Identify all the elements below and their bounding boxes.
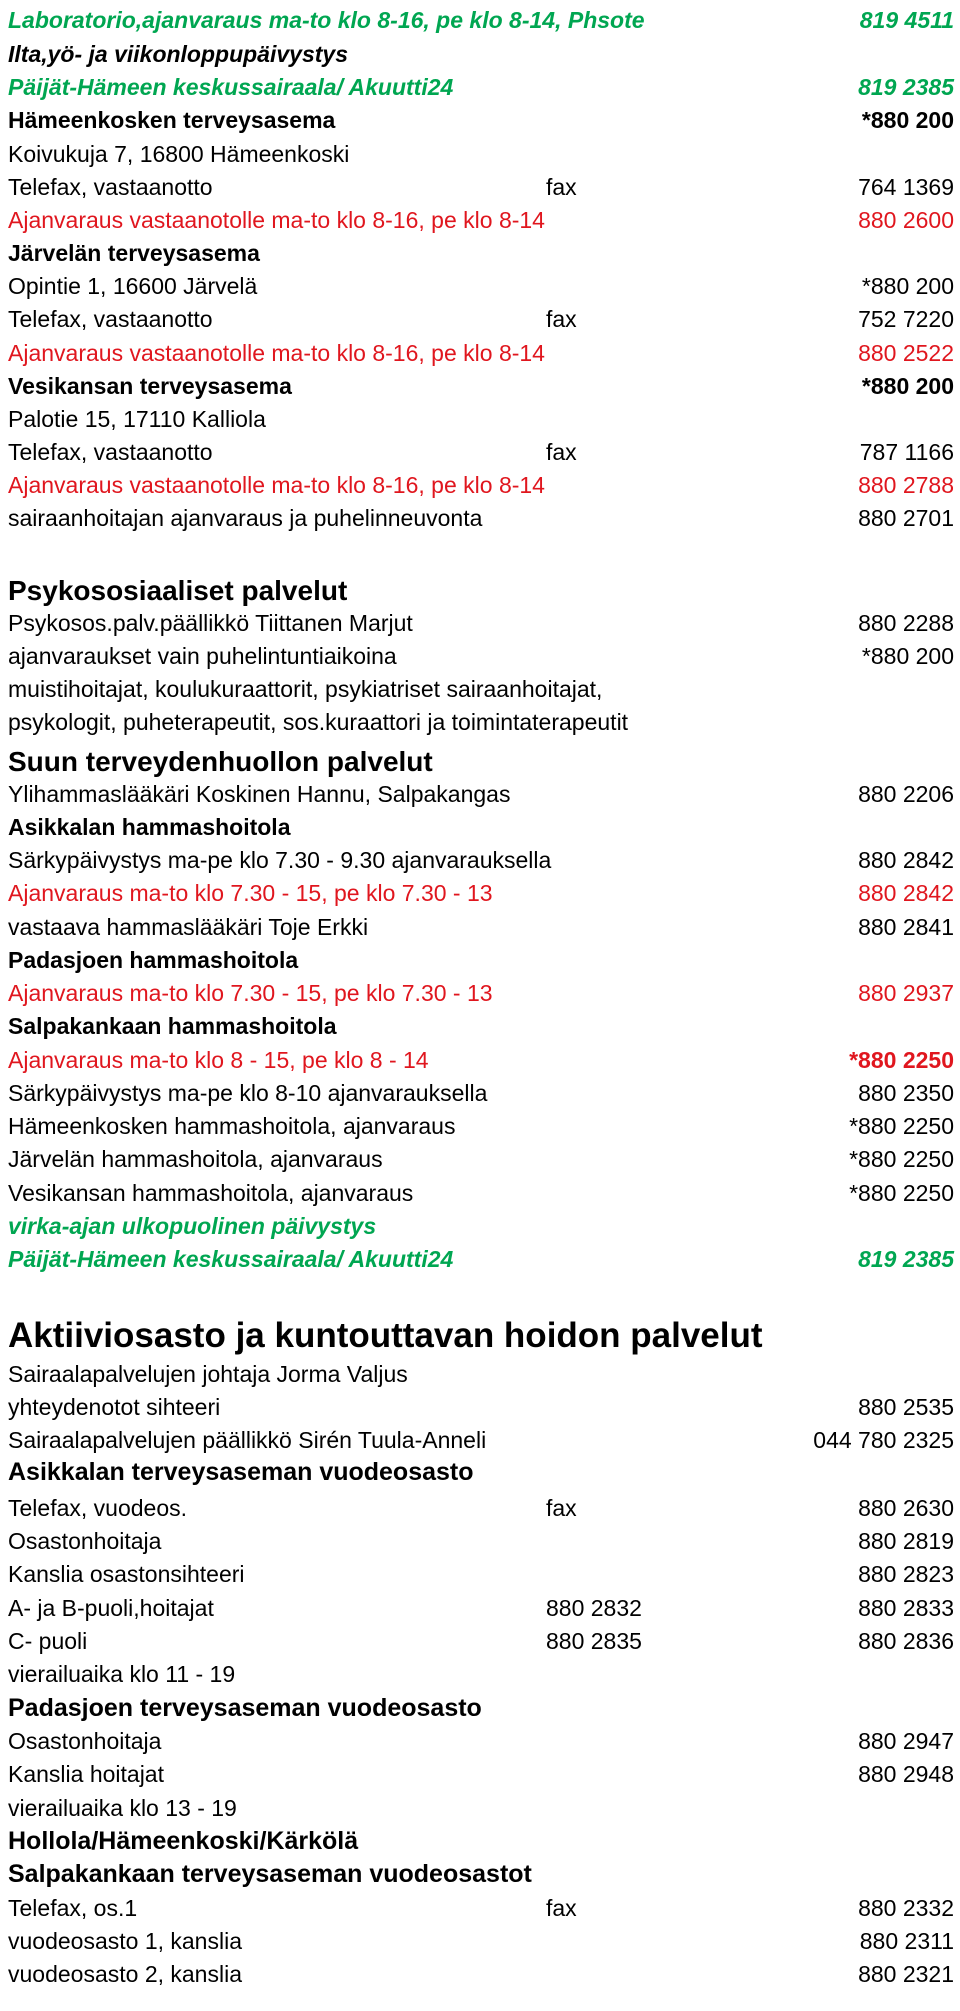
entry-phone: *880 2250 xyxy=(849,1146,954,1172)
entry-phone: 819 4511 xyxy=(859,7,954,33)
entry-label: Telefax, vastaanotto xyxy=(8,174,213,200)
entry-label: Telefax, vastaanotto xyxy=(8,439,213,465)
entry-phone: 880 2288 xyxy=(858,610,954,636)
directory-row xyxy=(0,1456,960,1489)
entry-label: Hämeenkosken hammashoitola, ajanvaraus xyxy=(8,1113,456,1139)
entry-phone: 880 2311 xyxy=(859,1928,954,1954)
directory-row xyxy=(0,1424,960,1457)
entry-phone: 880 2842 xyxy=(858,847,954,873)
entry-extra: fax xyxy=(546,439,577,465)
directory-row xyxy=(0,1658,960,1691)
directory-row xyxy=(0,38,960,71)
entry-label: Padasjoen terveysaseman vuodeosasto xyxy=(8,1694,482,1722)
entry-phone: *880 2250 xyxy=(849,1180,954,1206)
entry-phone: 044 780 2325 xyxy=(813,1427,954,1453)
entry-label: Kanslia hoitajat xyxy=(8,1761,164,1787)
entry-label: Telefax, os.1 xyxy=(8,1895,138,1921)
entry-phone: 787 1166 xyxy=(859,439,954,465)
entry-phone: *880 2250 xyxy=(849,1113,954,1139)
directory-row xyxy=(0,370,960,403)
entry-label: Ajanvaraus vastaanotolle ma-to klo 8-16, pe klo 8-14 xyxy=(8,472,545,498)
directory-row xyxy=(0,337,960,370)
directory-row xyxy=(0,1177,960,1210)
entry-label: Osastonhoitaja xyxy=(8,1528,162,1554)
entry-label: Ajanvaraus ma-to klo 7.30 - 15, pe klo 7.30 - 13 xyxy=(8,880,493,906)
directory-row xyxy=(0,204,960,237)
entry-phone: 880 2535 xyxy=(858,1394,954,1420)
directory-row xyxy=(0,1143,960,1176)
entry-label: Hämeenkosken terveysasema xyxy=(8,107,336,133)
entry-label: Laboratorio,ajanvaraus ma-to klo 8-16, pe klo 8-14, Phsote xyxy=(8,7,645,33)
directory-row xyxy=(0,1725,960,1758)
entry-label: yhteydenotot sihteeri xyxy=(8,1394,221,1420)
directory-row xyxy=(0,1358,960,1391)
directory-row xyxy=(0,436,960,469)
directory-row xyxy=(0,877,960,910)
entry-phone: 880 2630 xyxy=(858,1495,954,1521)
directory-row xyxy=(0,1525,960,1558)
entry-label: C- puoli xyxy=(8,1628,88,1654)
entry-label: vuodeosasto 1, kanslia xyxy=(8,1928,242,1954)
entry-phone: 880 2823 xyxy=(858,1561,954,1587)
entry-label: Päijät-Hämeen keskussairaala/ Akuutti24 xyxy=(8,74,454,100)
entry-label: Suun terveydenhuollon palvelut xyxy=(8,746,433,777)
directory-row xyxy=(0,403,960,436)
directory-row xyxy=(0,1210,960,1243)
entry-extra: 880 2835 xyxy=(546,1628,642,1654)
entry-phone: 880 2788 xyxy=(858,472,954,498)
directory-row xyxy=(0,1558,960,1591)
directory-row xyxy=(0,171,960,204)
directory-row xyxy=(0,944,960,977)
entry-phone: 752 7220 xyxy=(858,306,954,332)
entry-label: virka-ajan ulkopuolinen päivystys xyxy=(8,1213,377,1239)
entry-label: Palotie 15, 17110 Kalliola xyxy=(8,406,266,432)
entry-label: psykologit, puheterapeutit, sos.kuraattori ja toimintaterapeutit xyxy=(8,709,629,735)
entry-label: vierailuaika klo 11 - 19 xyxy=(8,1661,236,1687)
entry-label: Psykososiaaliset palvelut xyxy=(8,575,348,606)
entry-phone: 880 2842 xyxy=(858,880,954,906)
directory-row xyxy=(0,303,960,336)
directory-row xyxy=(0,104,960,137)
directory-row xyxy=(0,1010,960,1043)
entry-label: Asikkalan hammashoitola xyxy=(8,814,291,840)
directory-row xyxy=(0,1110,960,1143)
entry-label: Telefax, vuodeos. xyxy=(8,1495,188,1521)
entry-phone: 880 2836 xyxy=(858,1628,954,1654)
entry-phone: 880 2321 xyxy=(858,1961,954,1987)
entry-label: Ylihammaslääkäri Koskinen Hannu, Salpakangas xyxy=(8,781,511,807)
directory-row xyxy=(0,71,960,104)
directory-row xyxy=(0,237,960,270)
directory-row xyxy=(0,4,960,37)
directory-row xyxy=(0,469,960,502)
entry-label: Salpakankaan terveysaseman vuodeosastot xyxy=(8,1860,532,1888)
entry-phone: *880 200 xyxy=(861,273,954,299)
entry-label: Särkypäivystys ma-pe klo 8-10 ajanvarauksella xyxy=(8,1080,488,1106)
entry-extra: fax xyxy=(546,174,577,200)
entry-phone: *880 200 xyxy=(861,107,954,133)
directory-row xyxy=(0,1925,960,1958)
entry-phone: *880 2250 xyxy=(849,1047,954,1073)
entry-phone: 819 2385 xyxy=(858,1246,954,1272)
entry-phone: 880 2522 xyxy=(858,340,954,366)
directory-row xyxy=(0,1692,960,1725)
entry-phone: 880 2819 xyxy=(858,1528,954,1554)
directory-row xyxy=(0,1892,960,1925)
entry-label: Psykosos.palv.päällikkö Tiittanen Marjut xyxy=(8,610,413,636)
entry-label: Ajanvaraus ma-to klo 7.30 - 15, pe klo 7.30 - 13 xyxy=(8,980,493,1006)
directory-row xyxy=(0,911,960,944)
entry-label: Vesikansan hammashoitola, ajanvaraus xyxy=(8,1180,414,1206)
directory-row xyxy=(0,778,960,811)
directory-row xyxy=(0,1758,960,1791)
directory-row xyxy=(0,1825,960,1858)
directory-row xyxy=(0,502,960,535)
entry-phone: 880 2350 xyxy=(858,1080,954,1106)
entry-label: Ajanvaraus ma-to klo 8 - 15, pe klo 8 - 14 xyxy=(8,1047,429,1073)
entry-label: muistihoitajat, koulukuraattorit, psykiatriset sairaanhoitajat, xyxy=(8,676,603,702)
entry-label: vastaava hammaslääkäri Toje Erkki xyxy=(8,914,369,940)
directory-row xyxy=(0,640,960,673)
entry-label: Järvelän hammashoitola, ajanvaraus xyxy=(8,1146,383,1172)
entry-phone: 764 1369 xyxy=(858,174,954,200)
entry-phone: 880 2332 xyxy=(858,1895,954,1921)
directory-row xyxy=(0,1625,960,1658)
entry-phone: 880 2600 xyxy=(858,207,954,233)
directory-row xyxy=(0,270,960,303)
entry-label: sairaanhoitajan ajanvaraus ja puhelinneuvonta xyxy=(8,505,483,531)
directory-row xyxy=(0,673,960,706)
entry-label: Padasjoen hammashoitola xyxy=(8,947,299,973)
directory-row xyxy=(0,1792,960,1825)
entry-phone: 880 2841 xyxy=(858,914,954,940)
directory-row xyxy=(0,844,960,877)
entry-label: Sairaalapalvelujen päällikkö Sirén Tuula-Anneli xyxy=(8,1427,487,1453)
directory-row xyxy=(0,811,960,844)
entry-extra: fax xyxy=(546,1895,577,1921)
directory-row xyxy=(0,607,960,640)
entry-phone: 880 2937 xyxy=(858,980,954,1006)
entry-label: Ilta,yö- ja viikonloppupäivystys xyxy=(8,41,348,67)
directory-row xyxy=(0,1312,960,1360)
entry-label: A- ja B-puoli,hoitajat xyxy=(8,1595,214,1621)
entry-label: Hollola/Hämeenkoski/Kärkölä xyxy=(8,1827,359,1855)
entry-label: vuodeosasto 2, kanslia xyxy=(8,1961,242,1987)
entry-label: vierailuaika klo 13 - 19 xyxy=(8,1795,237,1821)
directory-row xyxy=(0,1077,960,1110)
entry-label: Asikkalan terveysaseman vuodeosasto xyxy=(8,1458,474,1486)
entry-phone: 880 2833 xyxy=(858,1595,954,1621)
directory-row xyxy=(0,1243,960,1276)
entry-label: Ajanvaraus vastaanotolle ma-to klo 8-16, pe klo 8-14 xyxy=(8,207,545,233)
entry-label: Vesikansan terveysasema xyxy=(8,373,292,399)
entry-label: Päijät-Hämeen keskussairaala/ Akuutti24 xyxy=(8,1246,454,1272)
entry-extra: 880 2832 xyxy=(546,1595,642,1621)
entry-extra: fax xyxy=(546,1495,577,1521)
entry-label: Koivukuja 7, 16800 Hämeenkoski xyxy=(8,141,350,167)
entry-label: Särkypäivystys ma-pe klo 7.30 - 9.30 ajanvarauksella xyxy=(8,847,552,873)
directory-row xyxy=(0,706,960,739)
entry-phone: 880 2947 xyxy=(858,1728,954,1754)
entry-label: Aktiiviosasto ja kuntouttavan hoidon palvelut xyxy=(8,1316,763,1355)
entry-label: Opintie 1, 16600 Järvelä xyxy=(8,273,258,299)
directory-row xyxy=(0,1858,960,1891)
entry-label: Osastonhoitaja xyxy=(8,1728,162,1754)
entry-phone: 880 2206 xyxy=(858,781,954,807)
directory-row xyxy=(0,138,960,171)
directory-row xyxy=(0,1044,960,1077)
entry-label: Järvelän terveysasema xyxy=(8,240,260,266)
entry-phone: 880 2701 xyxy=(858,505,954,531)
directory-row xyxy=(0,1492,960,1525)
directory-row xyxy=(0,1958,960,1991)
entry-label: Telefax, vastaanotto xyxy=(8,306,213,332)
directory-row xyxy=(0,977,960,1010)
entry-phone: 880 2948 xyxy=(858,1761,954,1787)
entry-label: Ajanvaraus vastaanotolle ma-to klo 8-16, pe klo 8-14 xyxy=(8,340,545,366)
entry-phone: 819 2385 xyxy=(858,74,954,100)
entry-phone: *880 200 xyxy=(861,643,954,669)
entry-extra: fax xyxy=(546,306,577,332)
directory-row xyxy=(0,1391,960,1424)
entry-label: Kanslia osastonsihteeri xyxy=(8,1561,245,1587)
entry-label: Sairaalapalvelujen johtaja Jorma Valjus xyxy=(8,1361,408,1387)
entry-label: ajanvaraukset vain puhelintuntiaikoina xyxy=(8,643,397,669)
entry-label: Salpakankaan hammashoitola xyxy=(8,1013,337,1039)
directory-row xyxy=(0,1592,960,1625)
entry-phone: *880 200 xyxy=(861,373,954,399)
